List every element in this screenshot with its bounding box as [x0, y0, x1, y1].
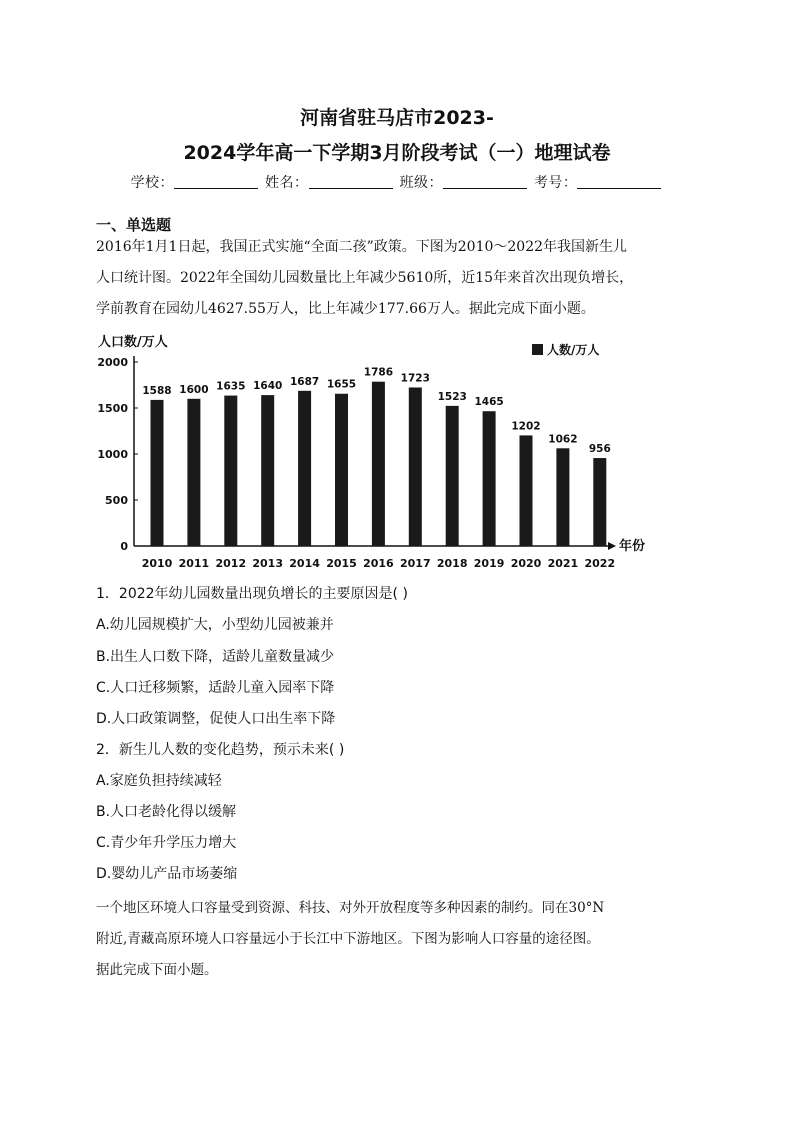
y-axis-title: 人口数/万人: [98, 335, 168, 350]
passage-1-line: 人口统计图。2022年全国幼儿园数量比上年减少5610所，近15年来首次出现负增长，: [96, 270, 634, 286]
y-tick-label: 500: [105, 494, 128, 507]
passage-1-line: 学前教育在园幼儿4627.55万人，比上年减少177.66万人。据此完成下面小题。: [96, 301, 595, 317]
newborn-bar-chart: [96, 330, 666, 575]
legend-swatch: [532, 344, 543, 355]
passage-2-line: 附近,青藏高原环境人口容量远小于长江中下游地区。下图为影响人口容量的途径图。: [96, 931, 600, 947]
passage-2-line: 据此完成下面小题。: [96, 962, 218, 978]
bar: [446, 406, 459, 546]
x-axis-title: 年份: [619, 539, 646, 554]
exam-title-line1: 河南省驻马店市2023-: [300, 107, 494, 129]
x-tick-label: 2016: [363, 557, 394, 570]
bar-value-label: 1723: [400, 372, 430, 385]
question-2-option-a[interactable]: A.家庭负担持续减轻: [96, 773, 222, 789]
bar: [556, 448, 569, 546]
question-2-option-b[interactable]: B.人口老龄化得以缓解: [96, 804, 237, 820]
bar: [224, 396, 237, 546]
bar: [335, 394, 348, 546]
bar-value-label: 1786: [363, 366, 394, 379]
y-tick-label: 0: [120, 540, 128, 553]
name-label: 姓名：: [265, 175, 309, 191]
passage-1: [96, 232, 696, 325]
x-tick-label: 2012: [215, 557, 247, 570]
y-tick-label: 2000: [97, 356, 128, 369]
bar: [483, 411, 496, 546]
bar-value-label: 1635: [216, 380, 246, 393]
question-2-option-d[interactable]: D.婴幼儿产品市场萎缩: [96, 866, 238, 882]
x-axis-arrow: [608, 542, 616, 550]
x-tick-label: 2021: [547, 557, 579, 570]
x-tick-label: 2010: [141, 557, 173, 570]
school-label: 学校：: [130, 175, 175, 191]
class-label: 班级：: [399, 175, 443, 191]
bar-value-label: 1655: [326, 378, 357, 391]
legend-label: 人数/万人: [547, 343, 600, 357]
y-tick-label: 1500: [97, 402, 128, 415]
x-tick-label: 2015: [326, 557, 357, 570]
question-2-stem: 2．新生儿人数的变化趋势，预示未来( ): [96, 742, 345, 758]
question-1-option-d[interactable]: D.人口政策调整，促使人口出生率下降: [96, 711, 336, 727]
bar-value-label: 1687: [289, 375, 320, 388]
bar-value-label: 956: [588, 443, 611, 456]
bar: [372, 382, 385, 546]
x-tick-label: 2020: [510, 557, 542, 570]
bar-value-label: 1640: [253, 380, 283, 393]
exam-no-blank[interactable]: [577, 174, 661, 189]
x-tick-label: 2017: [399, 557, 431, 570]
question-1-option-a[interactable]: A.幼儿园规模扩大，小型幼儿园被兼并: [96, 617, 334, 633]
question-1-option-c[interactable]: C.人口迁移频繁，适龄儿童入园率下降: [96, 680, 335, 696]
school-blank[interactable]: [174, 174, 258, 189]
x-tick-label: 2013: [252, 557, 284, 570]
x-tick-label: 2018: [436, 557, 468, 570]
question-1-stem: 1．2022年幼儿园数量出现负增长的主要原因是( ): [96, 586, 408, 602]
bar: [187, 399, 200, 546]
x-tick-label: 2011: [178, 557, 210, 570]
bar-value-label: 1588: [142, 384, 172, 397]
bar: [151, 400, 164, 546]
x-tick-label: 2019: [473, 557, 505, 570]
bar: [520, 435, 533, 546]
x-tick-label: 2014: [289, 557, 320, 570]
exam-title-line2: 2024学年高一下学期3月阶段考试（一）地理试卷: [183, 142, 611, 164]
bar: [261, 395, 274, 546]
y-tick-label: 1000: [97, 448, 128, 461]
name-blank[interactable]: [309, 174, 393, 189]
x-tick-label: 2022: [584, 557, 616, 570]
passage-1-line: 2016年1月1日起，我国正式实施“全面二孩”政策。下图为2010～2022年我国新生儿: [96, 239, 628, 255]
bar: [409, 387, 422, 546]
bar-value-label: 1062: [548, 433, 578, 446]
class-blank[interactable]: [443, 174, 527, 189]
bar-value-label: 1600: [179, 383, 209, 396]
bar-value-label: 1523: [437, 390, 467, 403]
question-1-option-b[interactable]: B.出生人口数下降，适龄儿童数量减少: [96, 649, 335, 665]
exam-no-label: 考号：: [533, 175, 578, 191]
section-title: 一、单选题: [96, 216, 172, 234]
bar: [593, 458, 606, 546]
question-2-option-c[interactable]: C.青少年升学压力增大: [96, 835, 237, 851]
passage-2-line: 一个地区环境人口容量受到资源、科技、对外开放程度等多种因素的制约。同在30°N: [96, 900, 605, 916]
passage-2: [96, 893, 696, 986]
bar-value-label: 1202: [511, 420, 541, 433]
bar-value-label: 1465: [474, 396, 504, 409]
bar: [298, 391, 311, 546]
student-info-row: [0, 172, 794, 192]
